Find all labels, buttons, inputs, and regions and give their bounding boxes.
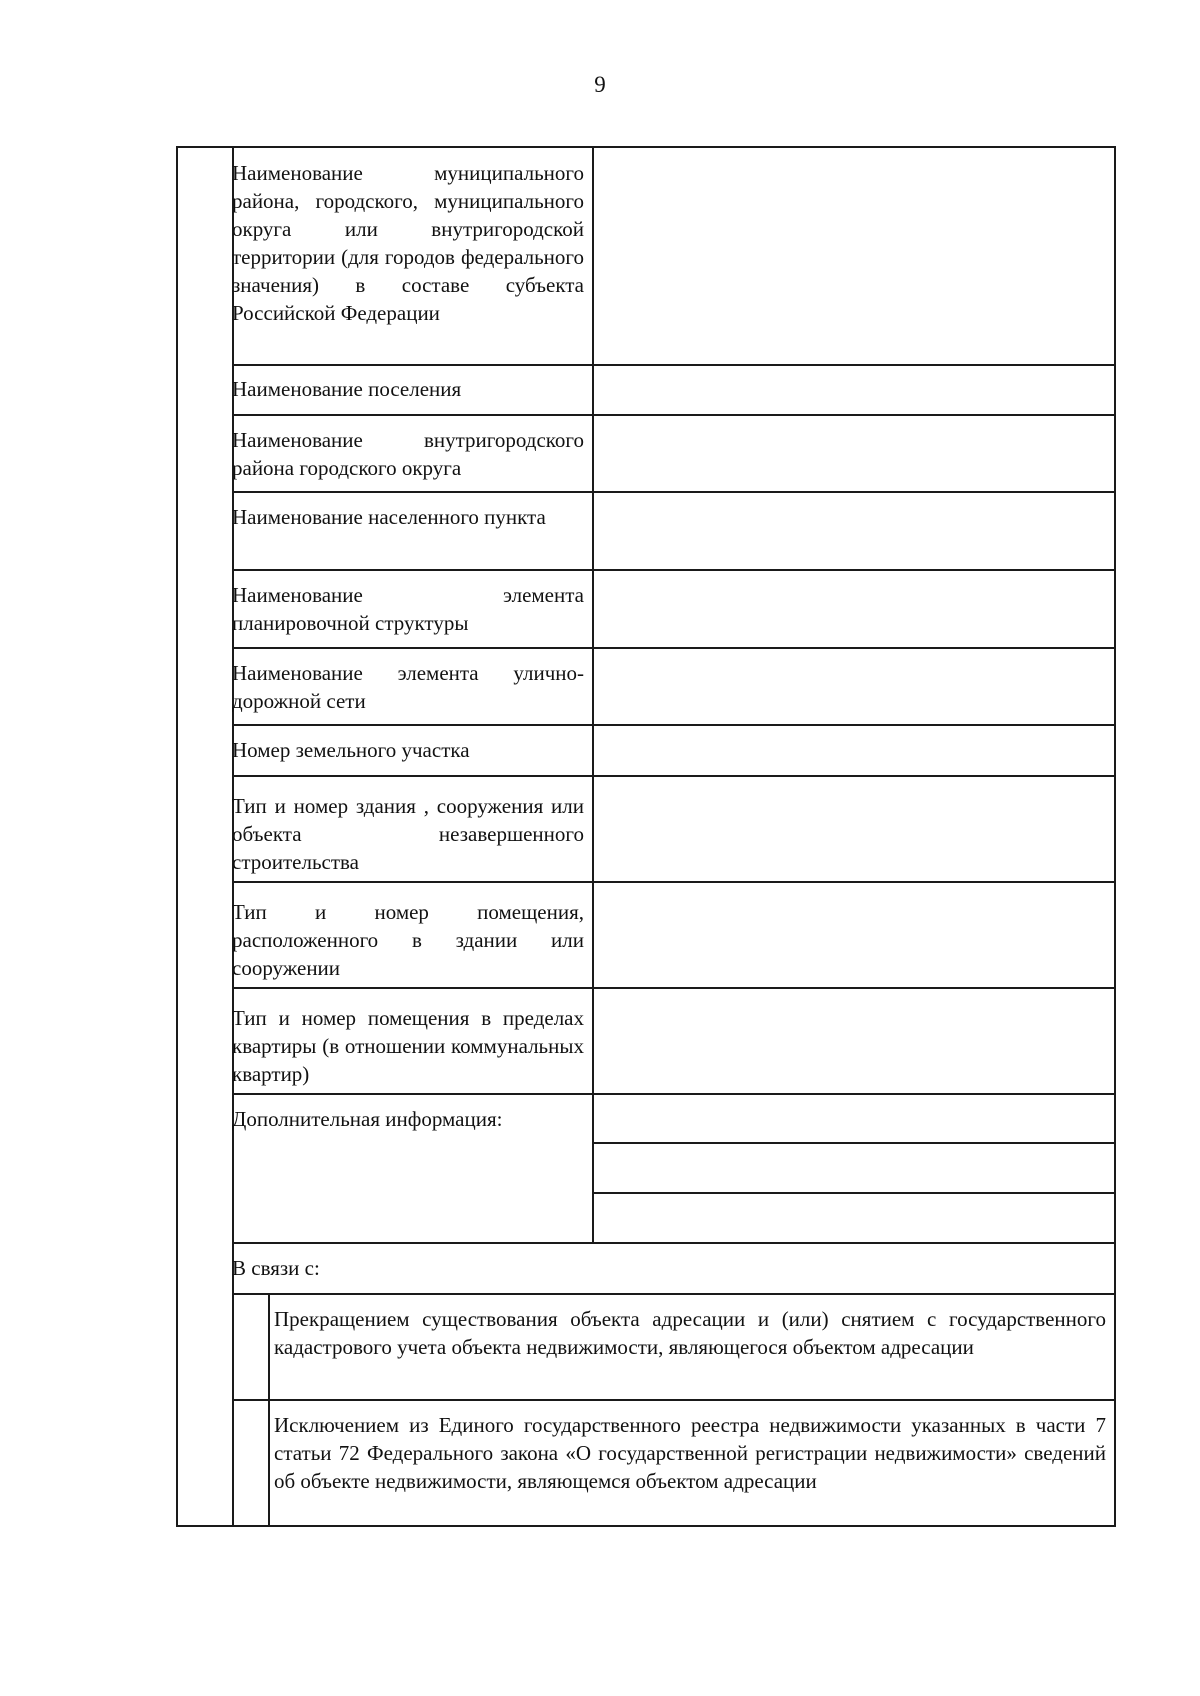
field-label-building: Тип и номер здания , сооружения или объекта незавершенного строительства	[232, 794, 584, 874]
field-label-apartment-premises: Тип и номер помещения в пределах квартиры (в отношении коммунальных квартир)	[232, 1006, 584, 1086]
field-value-premises[interactable]	[593, 883, 1114, 987]
field-label-additional-info: Дополнительная информация:	[232, 1107, 503, 1131]
reason-checkbox-1[interactable]	[234, 1295, 268, 1399]
additional-info-line-3[interactable]	[593, 1194, 1114, 1242]
field-label-road-network: Наименование элемента улично-дорожной сети	[232, 661, 584, 713]
field-label-locality: Наименование населенного пункта	[232, 505, 546, 529]
reason-option-1-text: Прекращением существования объекта адресации и (или) снятием с государственного кадастрового учета объекта недвижимости, являющегося объектом адресации	[274, 1307, 1106, 1359]
reason-checkbox-2[interactable]	[234, 1401, 268, 1525]
field-value-apartment-premises[interactable]	[593, 989, 1114, 1093]
field-value-road-network[interactable]	[593, 649, 1114, 724]
field-label-premises: Тип и номер помещения, расположенного в здании или сооружении	[232, 900, 584, 980]
field-label-planning-structure: Наименование элемента планировочной структуры	[232, 583, 584, 635]
field-value-locality[interactable]	[593, 493, 1114, 569]
row-divider	[232, 1399, 1114, 1401]
page-number: 9	[594, 72, 606, 97]
checkbox-column-divider	[268, 1293, 270, 1525]
reason-option-2-text: Исключением из Единого государственного реестра недвижимости указанных в части 7 статьи 72 Федерального закона «О государственной регистрации недвижимости» сведений об объекте недвижимости, являющемся объектом адресации	[274, 1413, 1106, 1493]
field-value-settlement[interactable]	[593, 366, 1114, 414]
field-label-settlement: Наименование поселения	[232, 377, 462, 401]
additional-info-line-1[interactable]	[593, 1095, 1114, 1142]
field-label-land-plot-number: Номер земельного участка	[232, 738, 470, 762]
field-value-land-plot-number[interactable]	[593, 726, 1114, 775]
additional-info-line-2[interactable]	[593, 1144, 1114, 1192]
field-label-municipal-district: Наименование муниципального района, городского, муниципального округа или внутригородской территории (для городов федерального значения) в составе субъекта Российской Федерации	[232, 161, 584, 325]
field-value-intracity-district[interactable]	[593, 416, 1114, 491]
field-label-intracity-district: Наименование внутригородского района городского округа	[232, 428, 584, 480]
reasons-heading: В связи с:	[232, 1256, 320, 1280]
row-divider	[232, 1293, 1114, 1295]
field-value-planning-structure[interactable]	[593, 571, 1114, 647]
field-value-building[interactable]	[593, 777, 1114, 881]
row-divider	[232, 1242, 1114, 1244]
field-value-municipal-district[interactable]	[593, 148, 1114, 364]
address-form-table	[176, 146, 1116, 1527]
